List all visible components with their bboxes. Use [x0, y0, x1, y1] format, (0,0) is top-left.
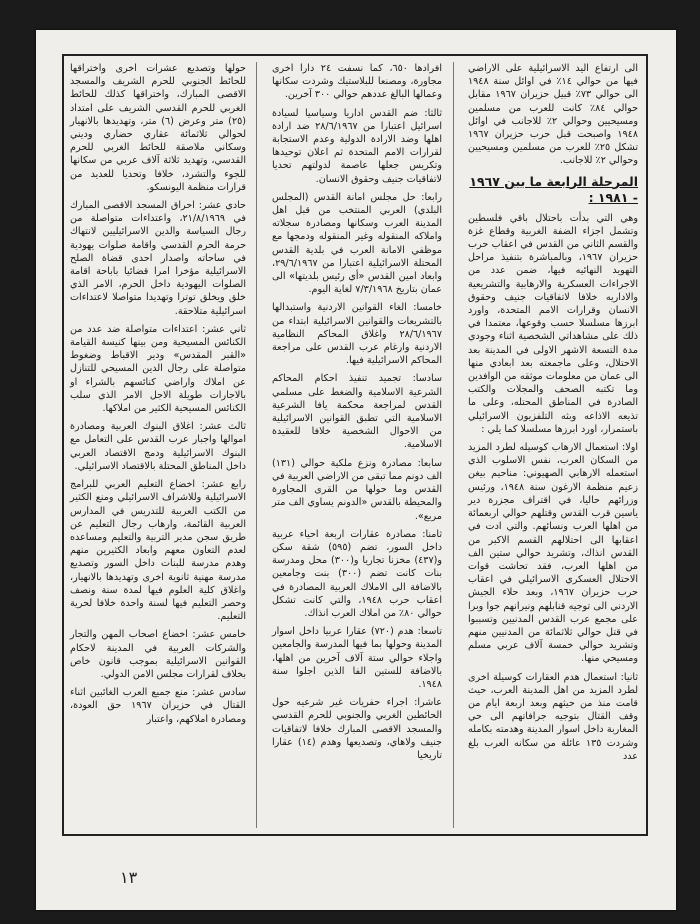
- column-divider: [453, 62, 454, 828]
- paragraph: خامس عشر: اخضاع اصحاب المهن والتجار والشركات العربية في المدينة لاحكام القوانين الاسرائيلية بموجب قانون خاص بخلاف لقرارات مجلس الامن الدولي.: [70, 629, 246, 680]
- paragraph: حولها وتصديع عشرات اخرى واختراقها للحائط الجنوبي للحرم الشريف والمسجد الاقصى المبارك، واختراقها كذلك للحائط الغربي للحرم القدسي الشريف على امتداد (٢٥) متر وعرض (٦) متر، وتهديدها بالانهيار لحوالي ثلاثمائة عقاري حضاري وديني وسكاني ملاصقة للحائط الغربي للحرم القدسي، وتهديد ثلاثة آلاف عربي من سكانها للجوء والتشرد، خلافا وتحديا للعديد من قرارات منظمة اليونسكو.: [70, 63, 246, 193]
- paragraph: حادي عشر: احراق المسجد الاقصى المبارك في ٢١/٨/١٩٦٩، واعتداءات متواصلة من رجال السياسة والدين الاسرائيليين لانتهاك حرمة الحرم القدسي واقامة صلوات يهودية في ساحاته واصدار احدى قضاة الصلح الاسرائيلية مؤخرا امرا قضائيا باباحة اقامة الصلوات اليهودية داخل الحرم، الامر الذي خلق ويخلق توترا وتهديدا متواصلا لاعتداءات اسرائيلية متلاحقة.: [70, 200, 246, 317]
- column-divider: [256, 62, 257, 828]
- paragraph: اولا: استعمال الارهاب كوسيله لطرد المزيد من السكان العرب، نفس الاسلوب الذي استعمله الارهابي الصهيوني: مناحيم بيغن زعيم منظمة الارغون سنة ١٩٤٨، ورئيس وزرائهم حاليا، في اقتراف مجزرة دير ياسين قرب القدس وقتلهم حوالي اربعمائة من اهلها العرب ونسائهم. والتي ادت في اعقابها الى احتلالهم القسم الاكبر من القدس انذاك، وتشريد حوالي ستين الف من اهلها العرب، فقد تحاشت قوات الاحتلال العسكري الاسرائيلي في اعقاب حرب حزيران ١٩٦٧، وبعد حلاء الجيش الاردني الى توجيه قنابلهم ونيرانهم جوا وبرا على مجمع عرب القدس المدنيين وتسببوا في قتل حوالي ثلاثمائة من المدنيين منهم وتشريد حوالي خمسة آلاف عربي مسلم ومسيحي منها.: [468, 442, 639, 665]
- text-frame: [62, 54, 648, 836]
- paragraph: وهي التي بدأت باحتلال باقي فلسطين وتشمل اجزاء الضفة الغربية وقطاع غزة والقسم الثاني من القدس في اعقاب حرب حزيران ١٩٦٧، وبالمباشرة بتنفيذ مراحل التهويد النهائيه فيها، ضمن عدد من الاجراءات العسكرية والارهابية والتشريعية والاداريه خلافا لاتفاقيات جنيف وحقوق الانسان وقرارات الامم المتحدة، واورد ابرزها مسلسلا حسب وقوعها، معتمدا في ذلك على مشاهداتي الشخصية اثناء وجودي مدة التسعة الاشهر الاولى في المدينة بعد الاحتلال، وعلى ماجمعته بعد ابعادي منها الى عمان من معلومات موثقه من الوافدين وما تكتبه الصحف والمجلات والكتب الصادرة في المناطق المحتله، وعلى ما تذيعه الاذاعه وبثه التلفزيون الاسرائيلي باستمرار، اورد ابرزها مسلسلا كما يلي :: [468, 212, 638, 435]
- paragraph: ثالث عشر: اغلاق البنوك العربية ومصادرة اموالها واجبار عرب القدس على التعامل مع البنوك الاسرائيلية ودمج الاقتصاد العربي داخل المناطق المحتلة بالاقتصاد الاسرائيلي.: [70, 421, 246, 472]
- section-heading: المرحلة الرابعة ما بين ١٩٦٧ - ١٩٨١ :: [469, 173, 638, 205]
- column-middle: [264, 56, 450, 834]
- paragraph: ثانيا: استعمال هدم العقارات كوسيلة اخرى لطرد المزيد من اهل المدينة العرب، حيث قامت منذ من حيثهم وبعد اربعة ايام من وقف القتال بتوجيه جرافاتهم الى حي المغاربة داخل اسوار المدينة وهدمته بكامله وشردت ١٣٥ عائلة من سكانه العرب بلغ عدد: [468, 671, 638, 762]
- paragraph: خامسا: الغاء القوانين الاردنية واستبدالها بالتشريعات والقوانين الاسرائيلية ابتداء من ٢٨/٦/١٩٦٧ واغلاق المحاكم النظامية الاردنية وارغام عرب القدس على مراجعة المحاكم الاسرائيلية فيها.: [272, 302, 442, 367]
- paragraph: سادس عشر: منع جميع العرب الغائبين اثناء القتال في حزيران ١٩٦٧ حق العودة، ومصادرة املاكهم، واعتبار: [70, 687, 246, 725]
- column-left: [62, 56, 254, 834]
- paragraph: افرادها ٦٥٠، كما نسفت ٢٤ دارا اخرى مجاورة، ومصنعا للبلاستيك وشردت سكانها وعمالها البالغ عددهم حوالي ٣٠٠ آخرين.: [272, 63, 442, 101]
- paragraph: تاسعا: هدم (٧٢٠) عقارا عربيا داخل اسوار المدينة وحولها بما فيها المدرسة والجامعين واجلاء حوالي ستة آلاف آخرين من اهلها، بالاضافة للستين الفا الذين اجلوا سنة ١٩٤٨.: [272, 626, 443, 690]
- page-number: ١٣: [120, 868, 138, 887]
- magazine-page: [36, 30, 676, 910]
- paragraph: عاشرا: اجراء حفريات غير شرعيه حول الحائطين الغربي والجنوبي للحرم القدسي والمسجد الاقصى المبارك خلافا لاتفاقيات جنيف ولاهاي، وتصديعها وهدم (١٤) عقارا تاريخيا: [272, 697, 442, 761]
- paragraph: الى ارتفاع اليد الاسرائيلية على الاراضي فيها من حوالي ١٤٪ في اوائل سنة ١٩٤٨ الى حوالي ٧٣٪ قبيل حزيران ١٩٦٧ مقابل حوالي ٨٤٪ كانت للعرب من مسلمين ومسيحيين وحوالي ٢٪ للاجانب في اوائل ١٩٤٨ واصبحت قبل حرب حزيران ١٩٦٧ تشكل ٢٥٪ للعرب من مسلمين ومسيحيين وحوالي ٢٪ للاجانب.: [468, 63, 639, 167]
- paragraph: ثاني عشر: اعتداءات متواصلة ضد عدد من الكنائس المسيحية ومن بينها كنيسة القيامة «القبر المقدس» ودير الاقباط وضغوط متواصلة على رجال الدين المسيحي للتنازل عن املاك واراضي كنائسهم بالشراء او بالاجارات طويلة الاجل الامر الذي سلب الكنائس المسيحية الكثير من املاكها.: [70, 323, 246, 415]
- paragraph: ثامنا: مصادرة عقارات اربعة احياء عربية داخل السور، تضم (٥٩٥) شقة سكن و(٤٣٧) مخزنا تجاريا و(٣٠٠) محل ومدرسة بنات كانت تضم (٣٠٠) بنت وجامعين بالاضافة الى الاملاك العربية المصادرة في اعقاب حرب ١٩٤٨، والتي كانت تشكل حوالي ٨٠٪ من املاك العرب انذاك.: [272, 528, 443, 619]
- paragraph: ثالثا: ضم القدس اداريا وسياسيا لسيادة اسرائيل اعتبارا من ٢٨/٦/١٩٦٧ ضد ارادة اهلها وضد الارادة الدولية وعدم الاستجابة لقرارات الامم المتحدة ثم اعلان توحيدها وتكريس جعلها عاصمة لدولتهم تحديا لاتفاقيات جنيف وحقوق الانسان.: [272, 107, 442, 185]
- paragraph: رابعا: حل مجلس امانة القدس (المجلس البلدي) العربي المنتخب من قبل اهل المدينة العرب وسكانها ومصادرة سجلاته واملاكه المنقوله وغير المنقوله ودمجها مع موظفي الامانة العرب في بلدية القدس المحتلة الاسرائيلية اعتبارا من ٢٩/٦/١٩٦٧، وابعاد امين القدس «أي رئيس بلديتها» الى عمان بتاريخ ٧/٣/١٩٦٨ لغاية اليوم.: [272, 191, 442, 296]
- paragraph: رابع عشر: اخضاع التعليم العربي للبرامج الاسرائيلية وللاشراف الاسرائيلي ومنع الكثير من الكتب العربية للتدريس في المدارس العربية القائمة، وارهاب رجال التعليم عن طريق سجن مدير التربية والتعليم ومساعده لعدم التعاون معهم وابعاد الكثيرين منهم وهدم مدرسة للبنات داخل السور وتصديع مدرسة مهنية ثانوية اخرى وتهديدها بالانهيار، واغلاق كلية العلوم فيها لمدة سنة ونصف وحصر التعليم فيها لسنة واحدة خلافا لحرية التعليم.: [70, 479, 246, 623]
- column-right: [460, 56, 646, 834]
- paragraph: سادسا: تجميد تنفيذ احكام المحاكم الشرعية الاسلامية والضغط على مسلمي القدس لمراجعة محكمة يافا الشرعية الاسلامية التي تطبق القوانين الاسرائيلية من الاحوال الشخصية خلافا للعقيدة الاسلامية.: [272, 373, 442, 451]
- paragraph: سابعا: مصادرة ونزع ملكية حوالي (١٣١) الف دونم مما تبقى من الاراضي العربية في القدس وما حولها من القرى المجاورة والمحيطة بالقدس «الدونم يساوي الف متر مربع».: [272, 457, 442, 522]
